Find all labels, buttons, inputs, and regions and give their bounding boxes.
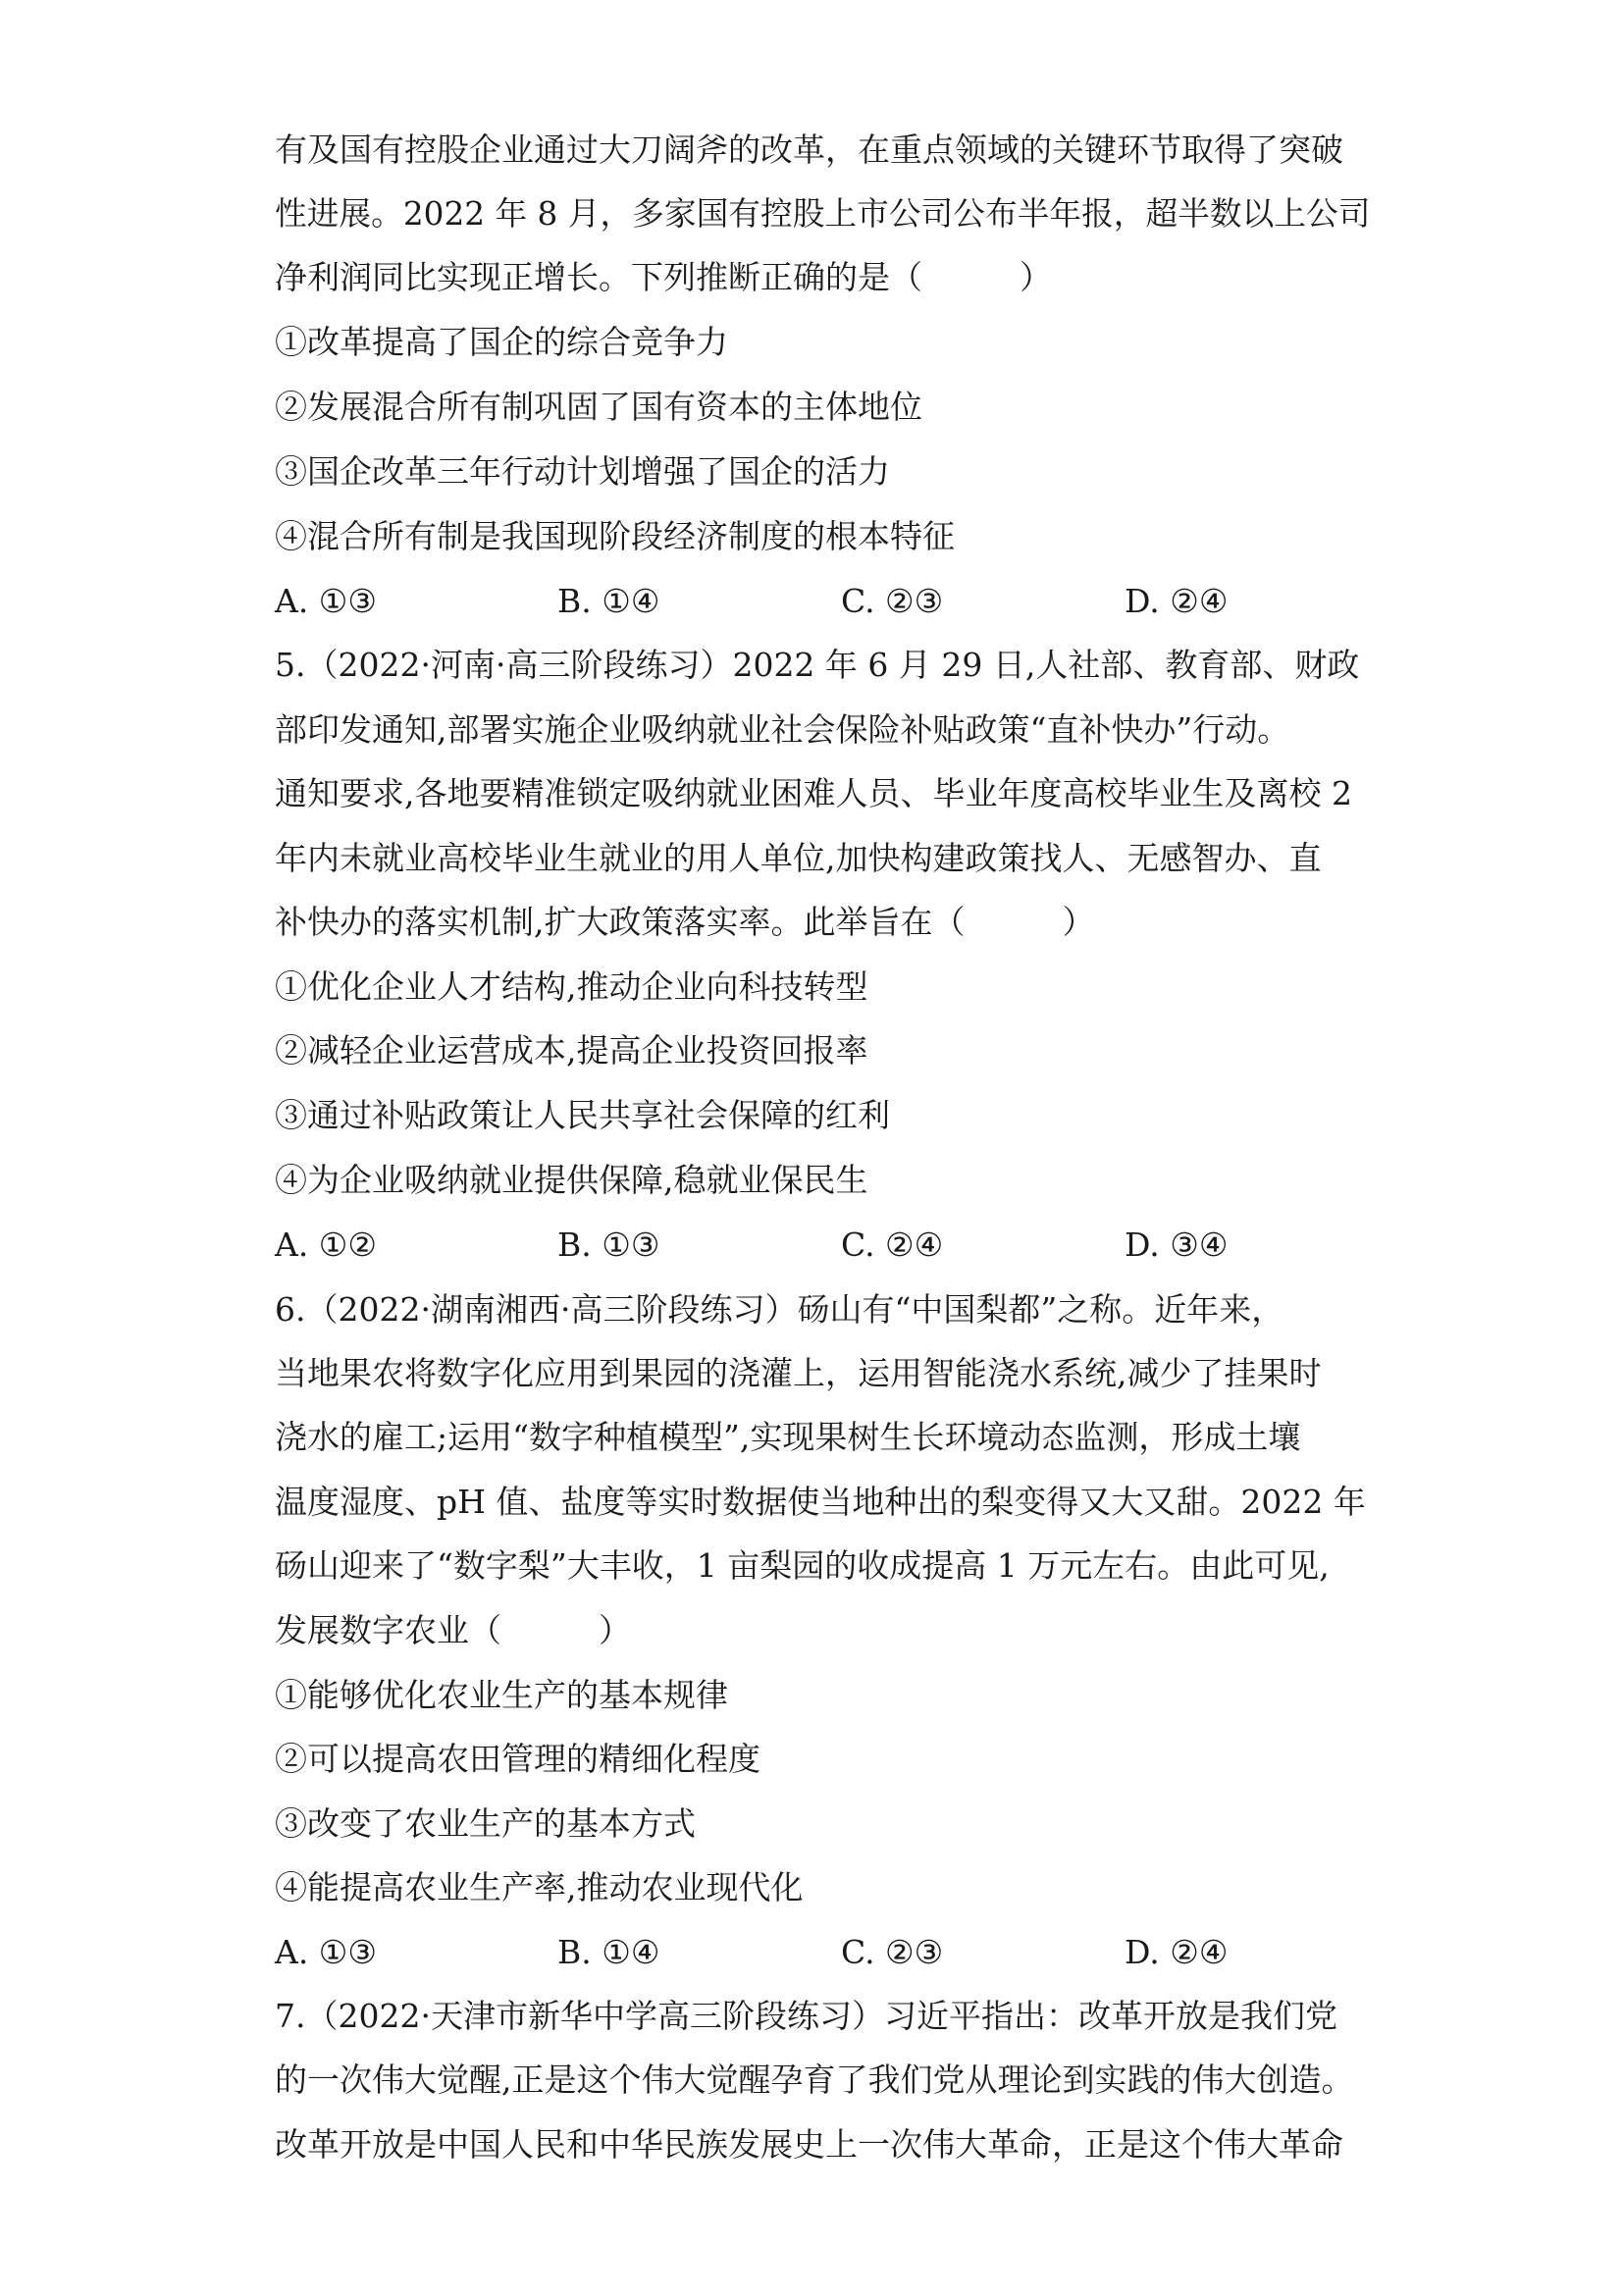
q5-statement-4: ④为企业吸纳就业提供保障,稳就业保民生	[275, 1161, 868, 1199]
q6-option-c[interactable]: C. ②③	[841, 1933, 944, 1971]
q6-option-d[interactable]: D. ②④	[1125, 1933, 1229, 1971]
q5-statement-1: ①优化企业人才结构,推动企业向科技转型	[275, 967, 868, 1006]
q5-option-c[interactable]: C. ②④	[841, 1226, 944, 1264]
q6-stem-line-1: 6.（2022·湖南湘西·高三阶段练习）砀山有“中国梨都”之称。近年来，	[275, 1290, 1284, 1329]
q4-statement-4: ④混合所有制是我国现阶段经济制度的根本特征	[275, 517, 955, 555]
q7-stem-line-2: 的一次伟大觉醒,正是这个伟大觉醒孕育了我们党从理论到实践的伟大创造。	[275, 2061, 1354, 2099]
q4-stem-line-2: 性进展。2022 年 8 月，多家国有控股上市公司公布半年报，超半数以上公司	[275, 194, 1371, 233]
q4-stem-line-1: 有及国有控股企业通过大刀阔斧的改革，在重点领域的关键环节取得了突破	[275, 130, 1343, 169]
q4-stem-line-3: 净利润同比实现正增长。下列推断正确的是（ ）	[275, 258, 1052, 296]
q7-stem-line-3: 改革开放是中国人民和中华民族发展史上一次伟大革命，正是这个伟大革命	[275, 2125, 1343, 2164]
q4-statement-2: ②发展混合所有制巩固了国有资本的主体地位	[275, 388, 922, 426]
q6-option-b[interactable]: B. ①④	[557, 1933, 660, 1971]
q4-option-d[interactable]: D. ②④	[1125, 582, 1229, 620]
q5-stem-line-4: 年内未就业高校毕业生就业的用人单位,加快构建政策找人、无感智办、直	[275, 839, 1322, 877]
q6-statement-1: ①能够优化农业生产的基本规律	[275, 1676, 728, 1714]
q5-stem-line-2: 部印发通知,部署实施企业吸纳就业社会保险补贴政策“直补快办”行动。	[275, 710, 1290, 749]
q5-option-b[interactable]: B. ①③	[557, 1226, 660, 1264]
q5-stem-line-3: 通知要求,各地要精准锁定吸纳就业困难人员、毕业年度高校毕业生及离校 2	[275, 774, 1352, 812]
q5-statement-2: ②减轻企业运营成本,提高企业投资回报率	[275, 1031, 868, 1070]
q6-stem-line-3: 浇水的雇工;运用“数字种植模型”,实现果树生长环境动态监测，形成土壤	[275, 1418, 1301, 1456]
q6-statement-3: ③改变了农业生产的基本方式	[275, 1804, 696, 1843]
q5-option-a[interactable]: A. ①②	[275, 1226, 377, 1264]
q6-stem-line-2: 当地果农将数字化应用到果园的浇灌上，运用智能浇水系统,减少了挂果时	[275, 1354, 1322, 1392]
q4-statement-1: ①改革提高了国企的综合竞争力	[275, 323, 728, 361]
q4-option-a[interactable]: A. ①③	[275, 582, 377, 620]
q4-statement-3: ③国企改革三年行动计划增强了国企的活力	[275, 452, 890, 491]
q4-option-b[interactable]: B. ①④	[557, 582, 660, 620]
q5-stem-line-5: 补快办的落实机制,扩大政策落实率。此举旨在（ ）	[275, 903, 1095, 941]
q6-stem-line-6: 发展数字农业（ ）	[275, 1611, 631, 1649]
q6-stem-line-5: 砀山迎来了“数字梨”大丰收，1 亩梨园的收成提高 1 万元左右。由此可见,	[275, 1546, 1330, 1585]
q6-option-a[interactable]: A. ①③	[275, 1933, 377, 1971]
q5-option-d[interactable]: D. ③④	[1125, 1226, 1229, 1264]
q6-statement-2: ②可以提高农田管理的精细化程度	[275, 1740, 760, 1778]
q6-statement-4: ④能提高农业生产率,推动农业现代化	[275, 1868, 804, 1906]
q5-stem-line-1: 5.（2022·河南·高三阶段练习）2022 年 6 月 29 日,人社部、教育部、财政	[275, 646, 1360, 684]
q6-stem-line-4: 温度湿度、pH 值、盐度等实时数据使当地种出的梨变得又大又甜。2022 年	[275, 1483, 1366, 1521]
q5-statement-3: ③通过补贴政策让人民共享社会保障的红利	[275, 1096, 890, 1134]
q7-stem-line-1: 7.（2022·天津市新华中学高三阶段练习）习近平指出：改革开放是我们党	[275, 1997, 1337, 2035]
q4-option-c[interactable]: C. ②③	[841, 582, 944, 620]
